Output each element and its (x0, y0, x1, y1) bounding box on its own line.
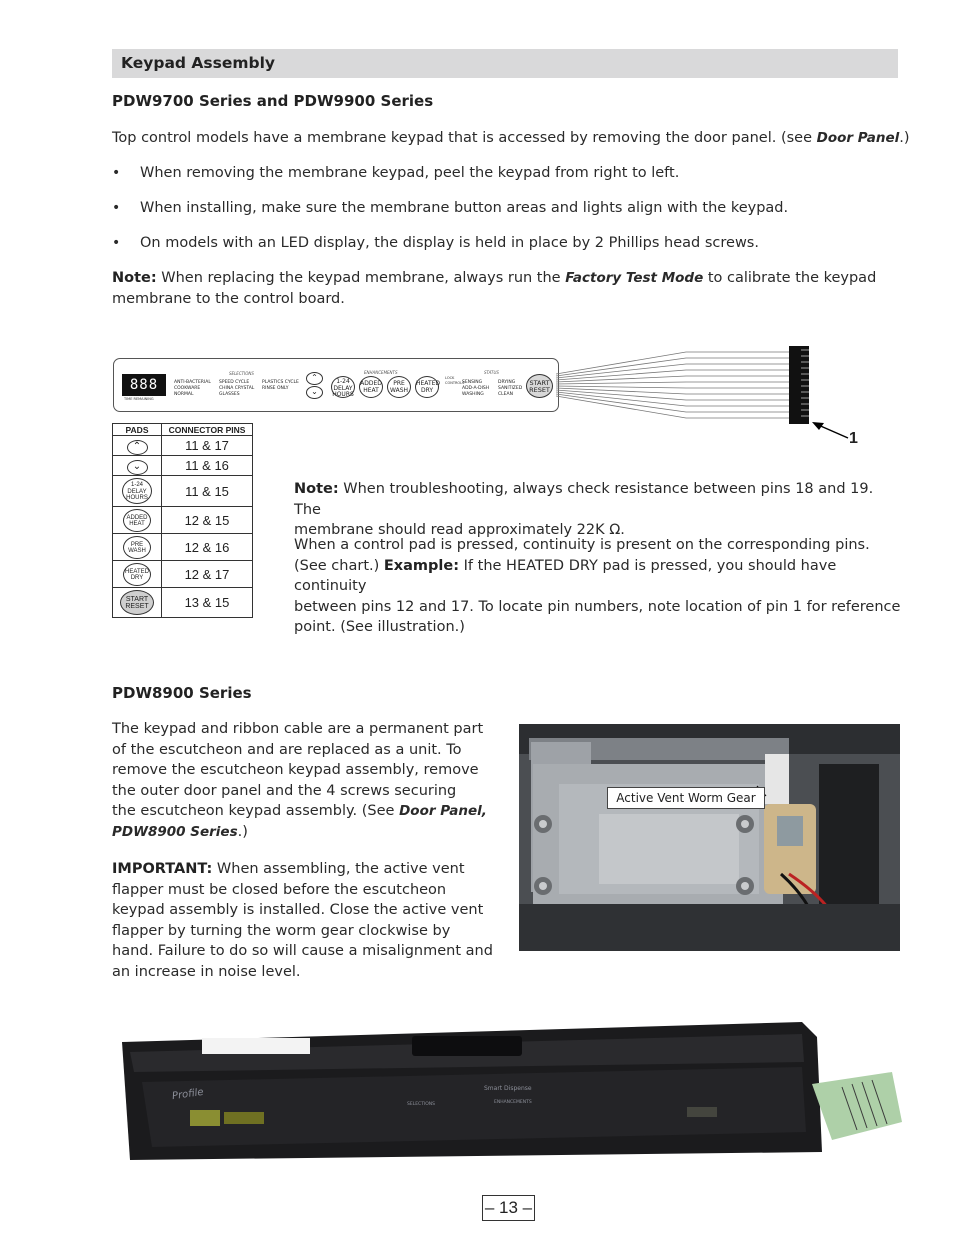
selections-label: SELECTIONS (407, 1102, 436, 1107)
status-item: SENSING (462, 380, 483, 385)
selections-col-2 (219, 380, 254, 398)
pdw9700-note (112, 268, 912, 309)
pdw8900-paragraph (112, 719, 507, 842)
troubleshoot-note (294, 479, 904, 541)
table-row-pins: 11 & 16 (162, 456, 253, 476)
important-label: IMPORTANT: (112, 861, 213, 877)
bullet-1-text: When removing the membrane keypad, peel the keypad from right to left. (140, 165, 680, 181)
section-header-bar (112, 49, 898, 78)
ribbon-cable (556, 344, 816, 429)
para-line: flapper must be closed before the escutcheon (112, 881, 447, 898)
table-row-pins: 11 & 15 (162, 476, 253, 507)
para-line-4: point. (See illustration.) (294, 619, 465, 635)
led-display: 888 (122, 374, 166, 396)
bullet-2: • (112, 200, 121, 216)
para-line: flapper by turning the worm gear clockwise by (112, 922, 451, 939)
table-row-pins: 13 & 15 (162, 588, 253, 618)
start-reset-pad-icon: START RESET (120, 590, 154, 615)
pdw8900-heading: PDW8900 Series (112, 684, 252, 702)
display-caption: TIME REMAINING (124, 397, 154, 401)
status-item: CLEAN (498, 392, 513, 397)
option-label: PLASTICS CYCLE (262, 380, 299, 385)
option-label: RINSE ONLY (262, 386, 289, 391)
table-row-pins: 12 & 17 (162, 561, 253, 588)
up-arrow-icon: ⌃ (306, 372, 323, 385)
added-heat-pad-icon: ADDED HEAT (123, 509, 151, 532)
worm-gear-photo-drawing (519, 724, 900, 951)
para-line: remove the escutcheon keypad assembly, remove (112, 762, 479, 778)
selections-label: SELECTIONS (229, 371, 254, 376)
pin-1-label: 1 (849, 430, 858, 447)
para-line-2: (See chart.) (294, 557, 384, 574)
para-line-3: between pins 12 and 17. To locate pin numbers, note location of pin 1 for reference (294, 598, 901, 615)
pre-wash-pad-icon: PRE WASH (123, 536, 151, 559)
note-text: When troubleshooting, always check resistance between pins 18 and 19. The (294, 481, 874, 518)
option-label: SPEED CYCLE (219, 380, 250, 385)
para-line: keypad assembly is installed. Close the active vent (112, 902, 484, 918)
table-row-pins: 11 & 17 (162, 436, 253, 456)
status-item: ADD-A-DISH (462, 386, 490, 391)
note-text-line2: membrane should read approximately 22K Ω. (294, 522, 625, 538)
note-label: Note: (294, 481, 339, 497)
table-row-pad (113, 436, 162, 456)
pads-header: PADS (113, 424, 162, 436)
start-reset-pad: START RESET (526, 374, 553, 398)
table-row-pins: 12 & 16 (162, 534, 253, 561)
down-arrow-icon: ⌄ (127, 460, 148, 475)
table-row-pins: 12 & 15 (162, 507, 253, 534)
added-heat-pad: ADDED HEAT (359, 376, 383, 398)
intro-end: .) (899, 130, 910, 146)
status-item: WASHING (462, 392, 484, 397)
brand-logo: Profile (171, 1086, 205, 1103)
delay-hours-pad: 1-24 DELAY HOURS (332, 378, 354, 398)
factory-test-mode-ref: Factory Test Mode (565, 270, 704, 286)
worm-gear-callout: Active Vent Worm Gear (607, 787, 765, 809)
table-row-pad (113, 456, 162, 476)
bullet-3-text: On models with an LED display, the display is held in place by 2 Phillips head screws. (140, 235, 759, 251)
para-line-2-end: If the HEATED DRY pad is pressed, you should have continuity (294, 557, 837, 594)
option-label: NORMAL (174, 392, 194, 397)
table-row-pad (113, 507, 162, 534)
bullet-1: • (112, 165, 121, 181)
option-label: CHINA CRYSTAL (219, 386, 255, 391)
example-label: Example: (383, 557, 460, 574)
door-panel-ref: Door Panel, (399, 803, 487, 819)
para-end: .) (237, 823, 248, 840)
enhancements-label: ENHANCEMENTS (364, 370, 398, 375)
para-line: an increase in noise level. (112, 963, 301, 980)
important-text: When assembling, the active vent (212, 861, 465, 877)
pads-connector-table (112, 423, 253, 618)
table-row-pad (113, 534, 162, 561)
intro-text: Top control models have a membrane keypad that is accessed by removing the door panel. (see (112, 130, 817, 146)
lock-controls-label: LOCK CONTROLS (445, 376, 465, 385)
worm-gear-photo (519, 724, 900, 951)
bullet-2-text: When installing, make sure the membrane button areas and lights align with the keypad. (140, 200, 789, 216)
delay-hours-pad-icon: 1-24 DELAY HOURS (122, 478, 152, 504)
down-arrow-icon: ⌄ (306, 386, 323, 399)
membrane-keypad-illustration (113, 358, 559, 412)
option-label: ANTI-BACTERIAL (174, 380, 211, 385)
option-label: GLASSES (219, 392, 240, 397)
pre-wash-pad: PRE WASH (387, 376, 411, 398)
para-line: of the escutcheon and are replaced as a unit. To (112, 741, 462, 758)
pdw9700-heading: PDW9700 Series and PDW9900 Series (112, 92, 434, 110)
para-line: the outer door panel and the 4 screws securing (112, 782, 457, 799)
continuity-paragraph (294, 535, 904, 638)
selections-col-3 (262, 380, 299, 392)
para-line: the escutcheon keypad assembly. (See (112, 803, 400, 819)
smart-dispense-label: Smart Dispense (484, 1085, 532, 1092)
pin-1-arrow-icon (810, 418, 850, 442)
table-row-pad (113, 476, 162, 507)
note-text: When replacing the keypad membrane, always run the (156, 270, 566, 286)
status-item: DRYING (498, 380, 516, 385)
table-row-pad (113, 561, 162, 588)
important-paragraph (112, 859, 507, 982)
para-line-1: When a control pad is pressed, continuity is present on the corresponding pins. (294, 537, 870, 553)
status-label: STATUS (484, 370, 499, 375)
section-title: Keypad Assembly (121, 54, 276, 72)
status-col-2 (498, 380, 522, 398)
connector-pins-header: CONNECTOR PINS (162, 424, 253, 436)
note-text-line2: membrane to the control board. (112, 290, 345, 307)
para-line: hand. Failure to do so will cause a misalignment and (112, 943, 493, 959)
status-item: SANITIZED (498, 386, 523, 391)
status-col-1 (462, 380, 489, 398)
heated-dry-pad-icon: HEATED DRY (123, 563, 151, 586)
selections-col-1 (174, 380, 211, 398)
escutcheon-photo (112, 1012, 902, 1160)
up-arrow-icon: ⌃ (127, 440, 148, 455)
option-label: COOKWARE (174, 386, 201, 391)
note-text-end: to calibrate the keypad (703, 270, 877, 286)
enhancements-label: ENHANCEMENTS (494, 1100, 532, 1105)
pdw9700-intro (112, 128, 912, 149)
table-row-pad (113, 588, 162, 618)
para-line: The keypad and ribbon cable are a permanent part (112, 721, 484, 737)
page-number: – 13 – (482, 1195, 535, 1221)
note-label: Note: (112, 270, 157, 286)
bullet-3: • (112, 235, 121, 251)
door-panel-ref: Door Panel (816, 130, 900, 146)
heated-dry-pad: HEATED DRY (415, 376, 439, 398)
pdw8900-series-ref: PDW8900 Series (112, 823, 238, 840)
